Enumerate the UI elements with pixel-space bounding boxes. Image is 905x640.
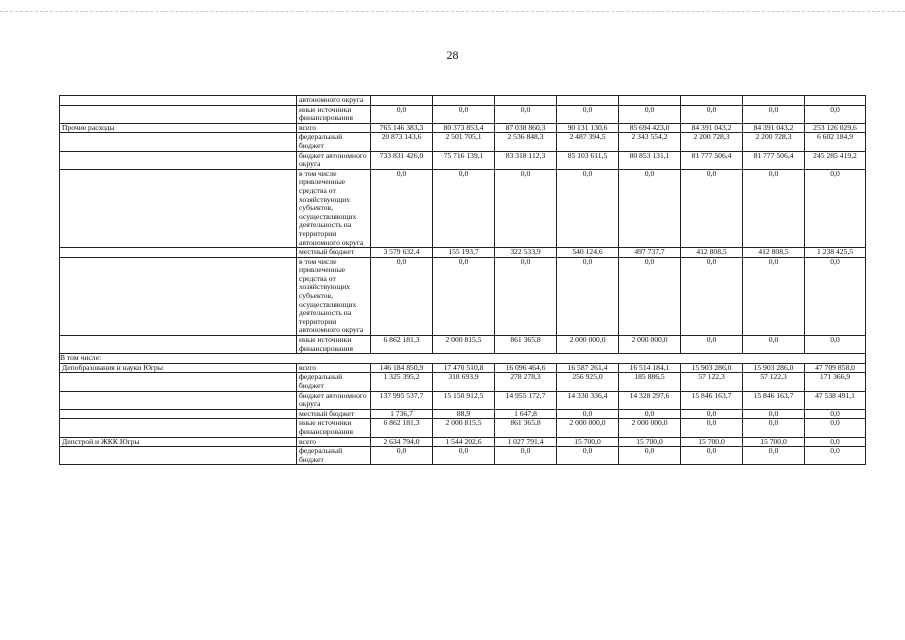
value-cell: 0,0: [681, 336, 743, 354]
value-cell: 81 777 506,4: [681, 151, 743, 169]
value-cell: 2 000 000,0: [557, 336, 619, 354]
value-cell: 0,0: [557, 257, 619, 335]
value-cell: 0,0: [681, 257, 743, 335]
value-cell: 0,0: [371, 447, 433, 465]
section-cell: [60, 257, 297, 335]
value-cell: 0,0: [495, 169, 557, 247]
value-cell: 0,0: [805, 169, 866, 247]
value-cell: 3 579 632,4: [371, 248, 433, 258]
value-cell: 15 846 163,7: [681, 391, 743, 409]
value-cell: 0,0: [805, 437, 866, 447]
value-cell: 0,0: [433, 257, 495, 335]
funding-source-cell: местный бюджет: [297, 248, 371, 258]
value-cell: 0,0: [557, 169, 619, 247]
table-row: [60, 248, 866, 258]
value-cell: 0,0: [619, 105, 681, 123]
table-row: [60, 96, 866, 106]
value-cell: 15 700,0: [557, 437, 619, 447]
value-cell: 0,0: [805, 409, 866, 419]
table-row: [60, 123, 866, 133]
value-cell: 256 925,0: [557, 373, 619, 391]
value-cell: 47 538 491,1: [805, 391, 866, 409]
value-cell: 2 200 728,3: [743, 133, 805, 151]
value-cell: 318 693,9: [433, 373, 495, 391]
value-cell: 81 777 506,4: [743, 151, 805, 169]
value-cell: 0,0: [495, 257, 557, 335]
section-cell: [60, 133, 297, 151]
value-cell: 0,0: [619, 169, 681, 247]
value-cell: 85 103 611,5: [557, 151, 619, 169]
value-cell: 2 000 815,5: [433, 336, 495, 354]
value-cell: 75 716 139,1: [433, 151, 495, 169]
section-cell: [60, 151, 297, 169]
value-cell: 6 862 181,3: [371, 419, 433, 437]
value-cell: 15 846 163,7: [743, 391, 805, 409]
value-cell: 2 343 554,2: [619, 133, 681, 151]
value-cell: 1 647,8: [495, 409, 557, 419]
value-cell: 6 602 184,9: [805, 133, 866, 151]
value-cell: 146 184 850,9: [371, 363, 433, 373]
funding-source-cell: иные источники финансирования: [297, 336, 371, 354]
value-cell: 1 027 791,4: [495, 437, 557, 447]
table-row: [60, 151, 866, 169]
value-cell: 2 501 705,1: [433, 133, 495, 151]
value-cell: 0,0: [743, 169, 805, 247]
value-cell: 14 955 172,7: [495, 391, 557, 409]
table-row: [60, 419, 866, 437]
table-row: [60, 133, 866, 151]
table-row: [60, 363, 866, 373]
value-cell: [495, 96, 557, 106]
value-cell: 85 694 423,0: [619, 123, 681, 133]
value-cell: 47 709 858,0: [805, 363, 866, 373]
value-cell: 0,0: [433, 169, 495, 247]
table-row: [60, 447, 866, 465]
funding-source-cell: бюджет автономного округа: [297, 151, 371, 169]
table-row: [60, 257, 866, 335]
value-cell: 1 325 395,2: [371, 373, 433, 391]
page-number: 28: [446, 48, 459, 62]
funding-source-cell: в том числе привлеченные средства от хозяйствующих субъектов, осуществляющих деятельность на территории автономного округа: [297, 169, 371, 247]
value-cell: 0,0: [619, 447, 681, 465]
value-cell: 0,0: [805, 447, 866, 465]
value-cell: 765 146 383,3: [371, 123, 433, 133]
value-cell: 2 200 728,3: [681, 133, 743, 151]
value-cell: 1 238 425,5: [805, 248, 866, 258]
value-cell: 861 365,8: [495, 419, 557, 437]
budget-table: [59, 95, 866, 465]
value-cell: 0,0: [619, 409, 681, 419]
value-cell: 0,0: [371, 105, 433, 123]
value-cell: 0,0: [805, 419, 866, 437]
value-cell: 80 373 853,4: [433, 123, 495, 133]
table-row: [60, 409, 866, 419]
value-cell: 16 514 184,1: [619, 363, 681, 373]
value-cell: 15 903 286,0: [681, 363, 743, 373]
value-cell: [619, 96, 681, 106]
value-cell: 57 122,3: [743, 373, 805, 391]
section-cell: [60, 105, 297, 123]
value-cell: 171 366,9: [805, 373, 866, 391]
value-cell: 84 391 043,2: [681, 123, 743, 133]
value-cell: 0,0: [495, 105, 557, 123]
value-cell: 412 808,5: [681, 248, 743, 258]
value-cell: 90 131 130,6: [557, 123, 619, 133]
value-cell: 0,0: [433, 105, 495, 123]
value-cell: 497 737,7: [619, 248, 681, 258]
funding-source-cell: федеральный бюджет: [297, 373, 371, 391]
value-cell: 0,0: [743, 257, 805, 335]
value-cell: 137 995 537,7: [371, 391, 433, 409]
value-cell: 88,9: [433, 409, 495, 419]
value-cell: 0,0: [371, 169, 433, 247]
value-cell: [371, 96, 433, 106]
section-cell: В том числе:: [60, 354, 866, 364]
section-cell: [60, 409, 297, 419]
value-cell: 83 318 112,3: [495, 151, 557, 169]
section-cell: [60, 373, 297, 391]
value-cell: 0,0: [681, 419, 743, 437]
funding-source-cell: всего: [297, 437, 371, 447]
table-row: [60, 336, 866, 354]
value-cell: 2 000 000,0: [557, 419, 619, 437]
value-cell: 322 533,9: [495, 248, 557, 258]
value-cell: 861 365,8: [495, 336, 557, 354]
value-cell: 0,0: [495, 447, 557, 465]
value-cell: 0,0: [557, 105, 619, 123]
value-cell: 1 544 202,6: [433, 437, 495, 447]
value-cell: 15 700,0: [681, 437, 743, 447]
value-cell: [557, 96, 619, 106]
value-cell: 20 873 143,6: [371, 133, 433, 151]
table-row: [60, 354, 866, 364]
table-row: [60, 373, 866, 391]
funding-source-cell: автономного округа: [297, 96, 371, 106]
value-cell: 412 808,5: [743, 248, 805, 258]
value-cell: 0,0: [805, 336, 866, 354]
value-cell: 1 736,7: [371, 409, 433, 419]
section-cell: Прочие расходы: [60, 123, 297, 133]
value-cell: 14 328 297,6: [619, 391, 681, 409]
value-cell: 0,0: [371, 257, 433, 335]
value-cell: 15 700,0: [743, 437, 805, 447]
funding-source-cell: в том числе привлеченные средства от хозяйствующих субъектов, осуществляющих деятельность на территории автономного округа: [297, 257, 371, 335]
value-cell: [743, 96, 805, 106]
table-row: [60, 105, 866, 123]
value-cell: 2 487 394,5: [557, 133, 619, 151]
funding-source-cell: иные источники финансирования: [297, 105, 371, 123]
value-cell: 278 278,3: [495, 373, 557, 391]
section-cell: [60, 96, 297, 106]
scan-edge-line: [0, 11, 905, 12]
value-cell: 733 831 426,0: [371, 151, 433, 169]
value-cell: 0,0: [681, 447, 743, 465]
funding-source-cell: бюджет автономного округа: [297, 391, 371, 409]
funding-source-cell: иные источники финансирования: [297, 419, 371, 437]
value-cell: [681, 96, 743, 106]
value-cell: 15 150 912,5: [433, 391, 495, 409]
value-cell: 0,0: [681, 105, 743, 123]
funding-source-cell: местный бюджет: [297, 409, 371, 419]
value-cell: 2 000 815,5: [433, 419, 495, 437]
section-cell: [60, 336, 297, 354]
value-cell: 0,0: [743, 419, 805, 437]
table-row: [60, 391, 866, 409]
value-cell: 185 886,5: [619, 373, 681, 391]
value-cell: 16 096 464,6: [495, 363, 557, 373]
table-row: [60, 437, 866, 447]
value-cell: 155 193,7: [433, 248, 495, 258]
value-cell: 84 391 043,2: [743, 123, 805, 133]
value-cell: 0,0: [557, 409, 619, 419]
section-cell: [60, 447, 297, 465]
value-cell: 87 038 860,3: [495, 123, 557, 133]
value-cell: 245 285 419,2: [805, 151, 866, 169]
value-cell: 540 124,6: [557, 248, 619, 258]
value-cell: 0,0: [681, 409, 743, 419]
value-cell: 15 700,0: [619, 437, 681, 447]
value-cell: 0,0: [805, 105, 866, 123]
section-cell: Депстрой и ЖКК Югры: [60, 437, 297, 447]
section-cell: [60, 248, 297, 258]
value-cell: 15 903 286,0: [743, 363, 805, 373]
value-cell: 17 470 510,8: [433, 363, 495, 373]
value-cell: 0,0: [743, 336, 805, 354]
value-cell: 57 122,3: [681, 373, 743, 391]
value-cell: 0,0: [681, 169, 743, 247]
value-cell: 2 000 000,0: [619, 419, 681, 437]
section-cell: [60, 169, 297, 247]
value-cell: [433, 96, 495, 106]
funding-source-cell: федеральный бюджет: [297, 133, 371, 151]
value-cell: 0,0: [619, 257, 681, 335]
value-cell: 0,0: [743, 409, 805, 419]
value-cell: 16 587 261,4: [557, 363, 619, 373]
value-cell: 80 853 131,1: [619, 151, 681, 169]
value-cell: [805, 96, 866, 106]
value-cell: 253 126 029,6: [805, 123, 866, 133]
value-cell: 2 000 000,0: [619, 336, 681, 354]
value-cell: 0,0: [743, 105, 805, 123]
section-cell: Депобразования и науки Югры: [60, 363, 297, 373]
funding-source-cell: всего: [297, 123, 371, 133]
table-row: [60, 169, 866, 247]
funding-source-cell: федеральный бюджет: [297, 447, 371, 465]
value-cell: 6 862 181,3: [371, 336, 433, 354]
value-cell: 2 634 794,0: [371, 437, 433, 447]
value-cell: 14 330 336,4: [557, 391, 619, 409]
funding-source-cell: всего: [297, 363, 371, 373]
value-cell: 0,0: [743, 447, 805, 465]
section-cell: [60, 419, 297, 437]
section-cell: [60, 391, 297, 409]
value-cell: 2 536 848,3: [495, 133, 557, 151]
value-cell: 0,0: [433, 447, 495, 465]
value-cell: 0,0: [805, 257, 866, 335]
value-cell: 0,0: [557, 447, 619, 465]
